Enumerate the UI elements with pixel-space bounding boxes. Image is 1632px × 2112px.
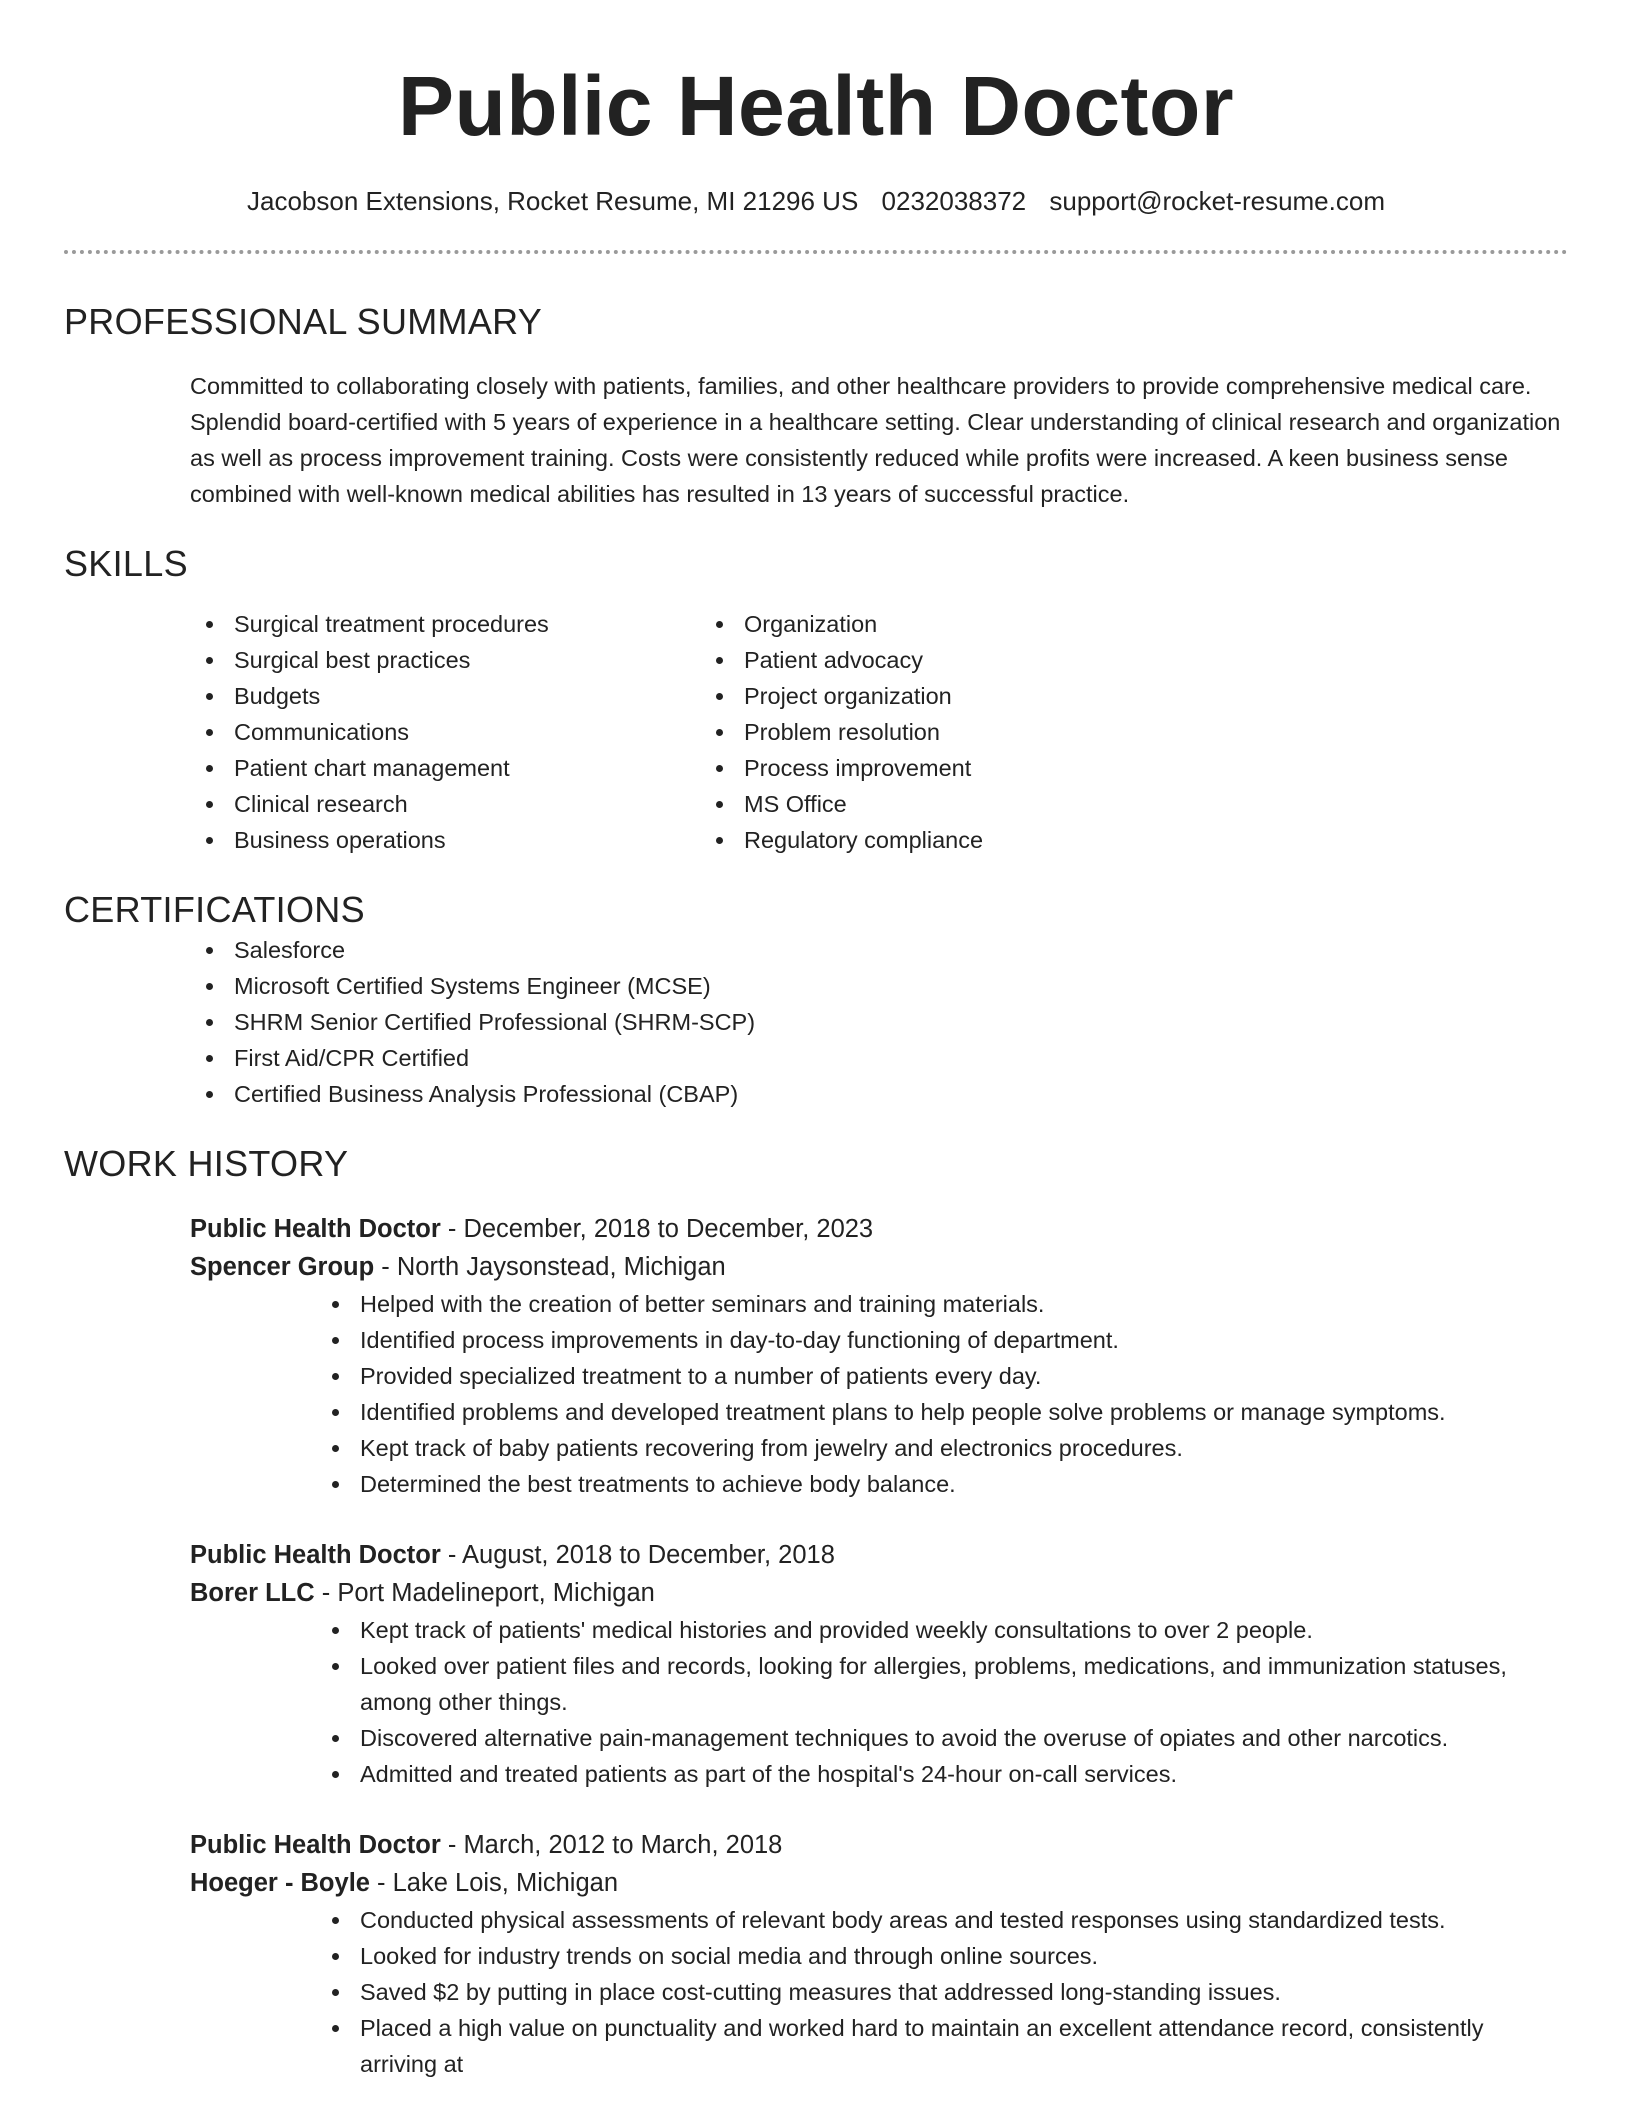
skill-item: Problem resolution: [744, 714, 983, 750]
resume-page: [64, 0, 1568, 2082]
skill-item: Clinical research: [64, 786, 744, 822]
skill-item: Regulatory compliance: [744, 822, 983, 858]
job-duties-list: [190, 1612, 1568, 1792]
certification-item: Salesforce: [64, 932, 1568, 968]
job-duty: Saved $2 by putting in place cost-cutting measures that addressed long-standing issues.: [190, 1974, 1568, 2010]
certification-item: Certified Business Analysis Professional (CBAP): [64, 1076, 1568, 1112]
contact-email: support@rocket-resume.com: [1049, 186, 1385, 216]
skill-item: Patient advocacy: [744, 642, 983, 678]
skills-heading: SKILLS: [64, 543, 188, 584]
work-history-heading: WORK HISTORY: [64, 1143, 349, 1184]
job-location: - Port Madelineport, Michigan: [314, 1579, 655, 1607]
skill-item: Project organization: [744, 678, 983, 714]
job-dates: - December, 2018 to December, 2023: [440, 1215, 874, 1243]
contact-phone: 0232038372: [881, 186, 1027, 216]
skill-item: Surgical treatment procedures: [64, 606, 744, 642]
certifications-heading: CERTIFICATIONS: [64, 889, 365, 930]
job-duty: Identified problems and developed treatment plans to help people solve problems or manage symptoms.: [190, 1394, 1568, 1430]
job-duty: Provided specialized treatment to a number of patients every day.: [190, 1358, 1568, 1394]
job-company-line: [190, 1574, 1568, 1612]
skill-item: Process improvement: [744, 750, 983, 786]
certifications-list: [64, 932, 1568, 1112]
job-role: Public Health Doctor: [190, 1215, 441, 1243]
skills-columns: [64, 606, 1568, 858]
summary-text: Committed to collaborating closely with patients, families, and other healthcare providers to provide comprehensive medical care. Splendid board-certified with 5 years of experience in a healthcare setting. Clear understanding of clinical research and organization as well as process improvement training. Costs were consistently reduced while profits were increased. A keen business sense combined with well-known medical abilities has resulted in 13 years of successful practice.: [190, 373, 1561, 507]
job-role: Public Health Doctor: [190, 1541, 441, 1569]
job-company: Hoeger - Boyle: [190, 1869, 370, 1897]
job-duty: Identified process improvements in day-to-day functioning of department.: [190, 1322, 1568, 1358]
job-duty: Looked for industry trends on social media and through online sources.: [190, 1938, 1568, 1974]
job-location: - Lake Lois, Michigan: [369, 1869, 619, 1897]
job-duty: Placed a high value on punctuality and worked hard to maintain an excellent attendance record, consistently arriving at: [190, 2010, 1568, 2082]
job-duty: Helped with the creation of better seminars and training materials.: [190, 1286, 1568, 1322]
certification-item: Microsoft Certified Systems Engineer (MCSE): [64, 968, 1568, 1004]
skill-item: MS Office: [744, 786, 983, 822]
job-entry: [190, 1826, 1568, 2082]
job-company: Borer LLC: [190, 1579, 315, 1607]
job-company-line: [190, 1248, 1568, 1286]
candidate-name: Public Health Doctor: [397, 59, 1235, 153]
skill-item: Budgets: [64, 678, 744, 714]
job-duty: Determined the best treatments to achieve body balance.: [190, 1466, 1568, 1502]
skill-item: Organization: [744, 606, 983, 642]
job-duty: Discovered alternative pain-management techniques to avoid the overuse of opiates and other narcotics.: [190, 1720, 1568, 1756]
job-title-line: [190, 1536, 1568, 1574]
job-duty: Looked over patient files and records, looking for allergies, problems, medications, and immunization statuses, among other things.: [190, 1648, 1568, 1720]
job-location: - North Jaysonstead, Michigan: [374, 1253, 726, 1281]
skill-item: Surgical best practices: [64, 642, 744, 678]
job-company: Spencer Group: [190, 1253, 375, 1281]
skills-list-left: [64, 606, 744, 858]
skills-list-right: [744, 606, 983, 858]
job-dates: - August, 2018 to December, 2018: [440, 1541, 835, 1569]
job-duty: Kept track of baby patients recovering from jewelry and electronics procedures.: [190, 1430, 1568, 1466]
skills-column-right: [744, 606, 983, 858]
certification-item: First Aid/CPR Certified: [64, 1040, 1568, 1076]
job-duties-list: [190, 1902, 1568, 2082]
job-title-line: [190, 1210, 1568, 1248]
job-duty: Admitted and treated patients as part of the hospital's 24-hour on-call services.: [190, 1756, 1568, 1792]
skill-item: Patient chart management: [64, 750, 744, 786]
contact-address: Jacobson Extensions, Rocket Resume, MI 21296 US: [246, 186, 859, 216]
job-company-line: [190, 1864, 1568, 1902]
skill-item: Communications: [64, 714, 744, 750]
certification-item: SHRM Senior Certified Professional (SHRM-SCP): [64, 1004, 1568, 1040]
job-duties-list: [190, 1286, 1568, 1502]
skills-column-left: [64, 606, 744, 858]
job-entry: [190, 1536, 1568, 1792]
job-duty: Conducted physical assessments of relevant body areas and tested responses using standardized tests.: [190, 1902, 1568, 1938]
contact-line: [64, 184, 1568, 218]
job-title-line: [190, 1826, 1568, 1864]
job-duty: Kept track of patients' medical histories and provided weekly consultations to over 2 people.: [190, 1612, 1568, 1648]
header-divider: [64, 250, 1568, 254]
job-role: Public Health Doctor: [190, 1831, 441, 1859]
skill-item: Business operations: [64, 822, 744, 858]
job-entry: [190, 1210, 1568, 1502]
job-dates: - March, 2012 to March, 2018: [440, 1831, 783, 1859]
summary-heading: PROFESSIONAL SUMMARY: [64, 301, 543, 342]
